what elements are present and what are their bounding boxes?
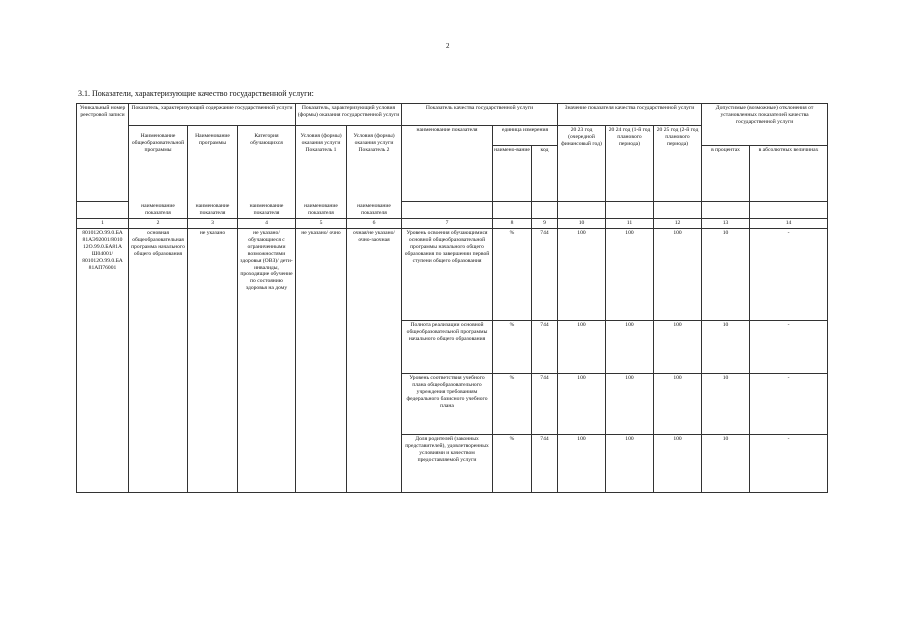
value-2023: 100 <box>558 434 606 492</box>
registry-number-cell: 801012О.99.0.БА 81АЭ92001/8010 12О.99.0.БА81А Ш04001/ 801012О.99.0.БА 81АП76001 <box>77 228 129 492</box>
column-number: 13 <box>702 218 750 228</box>
column-number: 3 <box>188 218 238 228</box>
header-unit-name: наимено-вание <box>493 146 532 202</box>
header-quality-group: Показатель качества государственной услуги <box>402 104 558 126</box>
value-2025: 100 <box>654 228 702 320</box>
header-content-col2: Наименование программы <box>188 126 238 202</box>
header-deviation-group: Допустимые (возможные) отклонения от установленных показателей качества государственной услуги <box>702 104 828 146</box>
header-spacer-11 <box>606 202 654 218</box>
header-cond-col1: Условия (формы) оказания услуги Показатель 1 <box>296 126 347 202</box>
unit-name: % <box>493 434 532 492</box>
condition1-cell: не указано/ очно <box>296 228 347 492</box>
unit-code: 744 <box>532 434 558 492</box>
indicator-name: Полнота реализации основной общеобразовательной программы начального общего образования <box>402 320 493 373</box>
program-name-cell: не указано <box>188 228 238 492</box>
deviation-absolute: - <box>750 373 828 434</box>
deviation-absolute: - <box>750 434 828 492</box>
header-conditions-group: Показатель, характеризующий условия (формы) оказания государственной услуги <box>296 104 402 126</box>
program-cell: основная общеобразовательная программа начального общего образования <box>129 228 188 492</box>
deviation-absolute: - <box>750 228 828 320</box>
value-2024: 100 <box>606 320 654 373</box>
header-spacer-13 <box>702 202 750 218</box>
condition2-cell: очная/не указано/ очно-заочная <box>347 228 402 492</box>
value-2025: 100 <box>654 320 702 373</box>
quality-indicators-table <box>76 103 828 493</box>
header-year-2024: 20 24 год (1-й год планового периода) <box>606 126 654 202</box>
header-sub-name-5: наименование показателя <box>296 202 347 218</box>
column-number: 14 <box>750 218 828 228</box>
value-2024: 100 <box>606 434 654 492</box>
header-unit-code: код <box>532 146 558 202</box>
indicator-name: Уровень соответствия учебного плана общеобразовательного учреждения требованиям федерального базисного учебного плана <box>402 373 493 434</box>
header-year-2023: 20 23 год (очередной финансовый год) <box>558 126 606 202</box>
deviation-percent: 10 <box>702 320 750 373</box>
header-sub-name-3: наименование показателя <box>188 202 238 218</box>
value-2023: 100 <box>558 228 606 320</box>
column-number: 12 <box>654 218 702 228</box>
header-year-2025: 20 25 год (2-й год планового периода) <box>654 126 702 202</box>
header-registry-number: Уникальный номер реестровой записи <box>77 104 129 202</box>
category-cell: не указано/обучающиеся с ограниченными возможностями здоровья (ОВЗ)/ дети-инвалиды, проходящие обучение по состоянию здоровья на дому <box>238 228 296 492</box>
header-cond-col2: Условия (формы) оказания услуги Показатель 2 <box>347 126 402 202</box>
header-content-group: Показатель, характеризующий содержание государственной услуги <box>129 104 296 126</box>
column-number: 8 <box>493 218 532 228</box>
unit-code: 744 <box>532 320 558 373</box>
header-value-group: Значение показателя качества государственной услуги <box>558 104 702 126</box>
value-2024: 100 <box>606 373 654 434</box>
column-number: 1 <box>77 218 129 228</box>
header-spacer-10 <box>558 202 606 218</box>
header-sub-name-4: наименование показателя <box>238 202 296 218</box>
unit-name: % <box>493 228 532 320</box>
header-content-col1: Наименование общеобразовательной программы <box>129 126 188 202</box>
deviation-percent: 10 <box>702 434 750 492</box>
unit-name: % <box>493 320 532 373</box>
column-number: 2 <box>129 218 188 228</box>
header-unit: единица измерения <box>493 126 558 146</box>
header-spacer-8 <box>493 202 532 218</box>
deviation-percent: 10 <box>702 228 750 320</box>
value-2023: 100 <box>558 320 606 373</box>
header-spacer-7 <box>402 202 493 218</box>
column-number: 5 <box>296 218 347 228</box>
indicator-name: Доля родителей (законных представителей), удовлетворенных условиями и качеством предоставляемой услуги <box>402 434 493 492</box>
column-number: 6 <box>347 218 402 228</box>
header-content-col3: Категория обучающихся <box>238 126 296 202</box>
value-2024: 100 <box>606 228 654 320</box>
column-number: 4 <box>238 218 296 228</box>
indicator-name: Уровень освоения обучающимися основной общеобразовательной программы начального общего образования по завершении первой ступени общего образования <box>402 228 493 320</box>
page-number: 2 <box>446 42 450 50</box>
header-sub-name-2: наименование показателя <box>129 202 188 218</box>
header-in-absolute: в абсолютных величинах <box>750 146 828 202</box>
table-row <box>77 228 828 320</box>
column-number: 10 <box>558 218 606 228</box>
header-spacer-14 <box>750 202 828 218</box>
section-title: 3.1. Показатели, характеризующие качество государственной услуги: <box>78 89 314 98</box>
header-spacer-9 <box>532 202 558 218</box>
value-2025: 100 <box>654 373 702 434</box>
value-2025: 100 <box>654 434 702 492</box>
header-spacer-1 <box>77 202 129 218</box>
header-indicator-name: наименование показателя <box>402 126 493 202</box>
header-in-percent: в процентах <box>702 146 750 202</box>
unit-code: 744 <box>532 228 558 320</box>
unit-code: 744 <box>532 373 558 434</box>
deviation-percent: 10 <box>702 373 750 434</box>
column-number: 7 <box>402 218 493 228</box>
column-number: 9 <box>532 218 558 228</box>
value-2023: 100 <box>558 373 606 434</box>
header-sub-name-6: наименование показателя <box>347 202 402 218</box>
column-number: 11 <box>606 218 654 228</box>
deviation-absolute: - <box>750 320 828 373</box>
unit-name: % <box>493 373 532 434</box>
header-spacer-12 <box>654 202 702 218</box>
